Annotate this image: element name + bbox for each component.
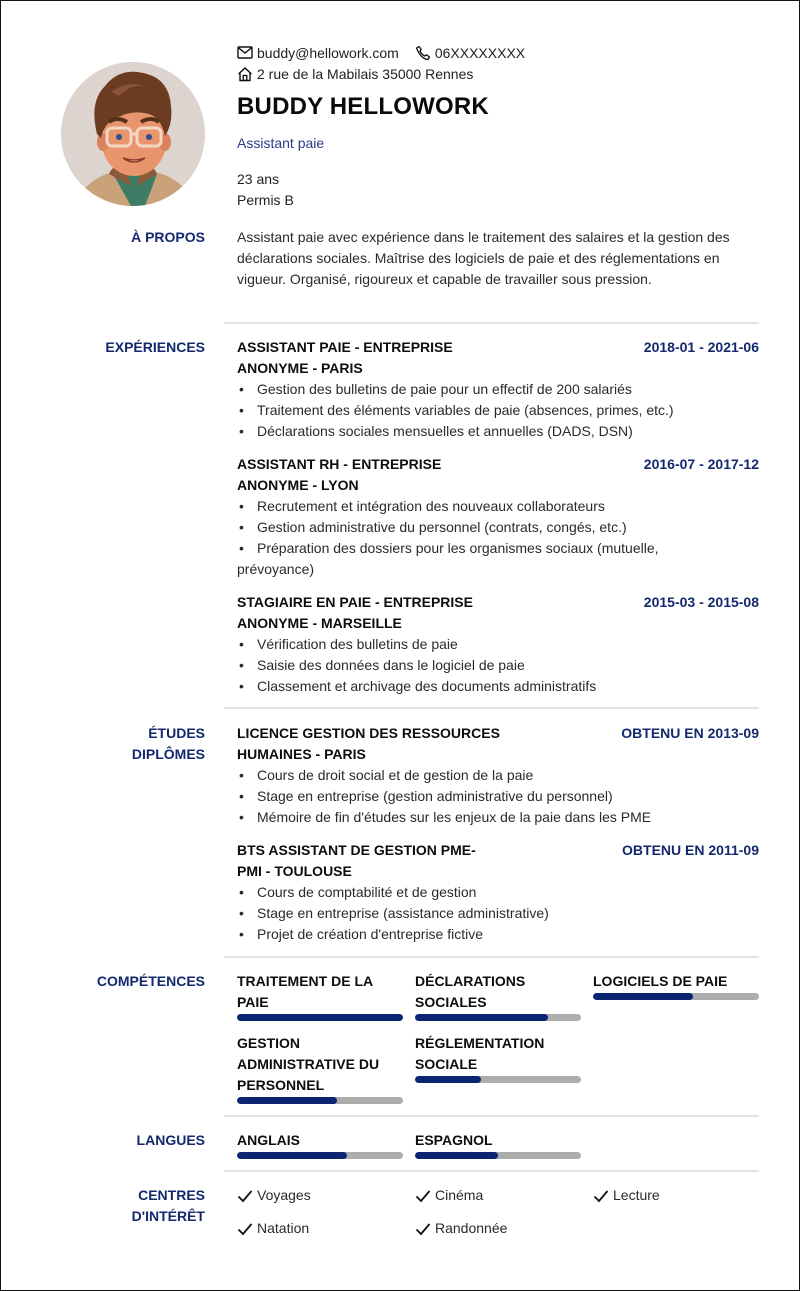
resume-header bbox=[237, 42, 757, 211]
bullet-item: • Saisie des données dans le logiciel de paie bbox=[239, 657, 525, 673]
contact-address bbox=[237, 66, 473, 82]
skill-level-bar bbox=[415, 1014, 581, 1021]
home-icon bbox=[237, 66, 253, 82]
skill-level-bar bbox=[237, 1014, 403, 1021]
bullet-item: • Déclarations sociales mensuelles et annuelles (DADS, DSN) bbox=[239, 423, 633, 439]
interest-item: Randonnée bbox=[415, 1218, 593, 1239]
experience-list bbox=[237, 337, 759, 709]
experience-date: 2016-07 - 2017-12 bbox=[643, 456, 759, 472]
skill-name: TRAITEMENT DE LA PAIE bbox=[237, 973, 373, 1010]
section-label-languages: LANGUES bbox=[136, 1132, 205, 1148]
envelope-icon bbox=[237, 46, 253, 59]
experience-entry bbox=[237, 337, 759, 442]
job-title: Assistant paie bbox=[237, 135, 325, 151]
experience-title: STAGIAIRE EN PAIE - ENTREPRISE ANONYME - MARSEILLE bbox=[237, 594, 473, 631]
phone-icon bbox=[415, 45, 431, 61]
skill-level-bar bbox=[237, 1097, 403, 1104]
driving-license: Permis B bbox=[237, 192, 294, 208]
section-label-education: ÉTUDES DIPLÔMES bbox=[131, 725, 205, 762]
education-entry bbox=[237, 723, 759, 828]
education-title: LICENCE GESTION DES RESSOURCES HUMAINES - PARIS bbox=[237, 725, 500, 762]
experience-entry bbox=[237, 454, 759, 580]
skill-name: RÉGLEMENTATION SOCIALE bbox=[415, 1035, 545, 1072]
contact-phone[interactable] bbox=[415, 45, 525, 61]
interest-item: Lecture bbox=[593, 1185, 759, 1206]
experience-title: ASSISTANT PAIE - ENTREPRISE ANONYME - PARIS bbox=[237, 339, 453, 376]
bullet-item: • Recrutement et intégration des nouveaux collaborateurs bbox=[239, 498, 605, 514]
section-label-skills: COMPÉTENCES bbox=[96, 973, 205, 989]
language-item bbox=[237, 1130, 403, 1159]
education-entry bbox=[237, 840, 759, 945]
divider bbox=[224, 322, 759, 324]
skill-item bbox=[237, 971, 403, 1021]
experience-bullets bbox=[237, 379, 759, 442]
language-level-bar bbox=[237, 1152, 403, 1159]
address-text: 2 rue de la Mabilais 35000 Rennes bbox=[257, 65, 474, 82]
skill-level-bar bbox=[415, 1076, 581, 1083]
interests-grid bbox=[237, 1185, 759, 1239]
skill-name: DÉCLARATIONS SOCIALES bbox=[415, 973, 526, 1010]
bullet-item: • Gestion administrative du personnel (contrats, congés, etc.) bbox=[239, 519, 627, 535]
avatar-illustration-icon bbox=[61, 62, 205, 206]
experience-title: ASSISTANT RH - ENTREPRISE ANONYME - LYON bbox=[237, 456, 442, 493]
checkmark-icon bbox=[415, 1222, 431, 1236]
candidate-name: BUDDY HELLOWORK bbox=[237, 93, 489, 120]
education-date: OBTENU EN 2013-09 bbox=[621, 725, 759, 741]
phone-text: 06XXXXXXXX bbox=[434, 44, 526, 61]
bullet-item: • Préparation des dossiers pour les organismes sociaux (mutuelle, prévoyance) bbox=[237, 540, 659, 577]
avatar bbox=[61, 62, 205, 206]
bullet-item: • Classement et archivage des documents administratifs bbox=[239, 678, 597, 694]
experience-bullets bbox=[237, 496, 759, 580]
skill-level-bar bbox=[593, 993, 759, 1000]
section-label-about: À PROPOS bbox=[131, 229, 205, 245]
checkmark-icon bbox=[237, 1189, 253, 1203]
experience-date: 2015-03 - 2015-08 bbox=[643, 594, 759, 610]
education-date: OBTENU EN 2011-09 bbox=[622, 842, 759, 858]
skill-item bbox=[237, 1033, 403, 1104]
education-title: BTS ASSISTANT DE GESTION PME-PMI - TOULOUSE bbox=[237, 842, 476, 879]
interest-item: Voyages bbox=[237, 1185, 415, 1206]
bullet-item: • Cours de comptabilité et de gestion bbox=[239, 884, 477, 900]
language-name: ANGLAIS bbox=[237, 1132, 300, 1148]
education-bullets bbox=[237, 765, 759, 828]
skill-item bbox=[593, 971, 759, 1021]
interest-item: Natation bbox=[237, 1218, 415, 1239]
bullet-item: • Projet de création d'entreprise fictive bbox=[239, 926, 484, 942]
skill-item bbox=[415, 1033, 581, 1104]
contact-row-address bbox=[237, 63, 757, 84]
about-text: Assistant paie avec expérience dans le traitement des salaires et la gestion des déclarations sociales. Maîtrise des logiciels de paie et des réglementations en vigueur. Organisé, rigoureux et capable de travailler sous pression. bbox=[237, 229, 730, 287]
experience-bullets bbox=[237, 634, 759, 697]
experience-entry bbox=[237, 592, 759, 697]
languages-grid bbox=[237, 1130, 759, 1159]
age: 23 ans bbox=[237, 171, 280, 187]
divider bbox=[224, 1115, 759, 1117]
education-list bbox=[237, 723, 759, 957]
bullet-item: • Stage en entreprise (gestion administrative du personnel) bbox=[239, 788, 613, 804]
bullet-item: • Mémoire de fin d'études sur les enjeux de la paie dans les PME bbox=[239, 809, 652, 825]
skill-name: LOGICIELS DE PAIE bbox=[593, 973, 728, 989]
bullet-item: • Cours de droit social et de gestion de la paie bbox=[239, 767, 534, 783]
checkmark-icon bbox=[237, 1222, 253, 1236]
skill-name: GESTION ADMINISTRATIVE DU PERSONNEL bbox=[237, 1035, 380, 1093]
experience-date: 2018-01 - 2021-06 bbox=[643, 339, 759, 355]
divider bbox=[224, 707, 759, 709]
interest-item: Cinéma bbox=[415, 1185, 593, 1206]
personal-info bbox=[237, 169, 757, 211]
skill-item bbox=[415, 971, 581, 1021]
skills-grid bbox=[237, 971, 759, 1104]
bullet-item: • Gestion des bulletins de paie pour un effectif de 200 salariés bbox=[239, 381, 632, 397]
contact-row-primary bbox=[237, 42, 757, 63]
contact-email[interactable] bbox=[237, 45, 399, 61]
language-name: ESPAGNOL bbox=[415, 1132, 493, 1148]
checkmark-icon bbox=[415, 1189, 431, 1203]
checkmark-icon bbox=[593, 1189, 609, 1203]
section-label-experiences: EXPÉRIENCES bbox=[105, 339, 205, 355]
bullet-item: • Stage en entreprise (assistance administrative) bbox=[239, 905, 549, 921]
education-bullets bbox=[237, 882, 759, 945]
section-label-interests: CENTRES D'INTÉRÊT bbox=[131, 1187, 205, 1224]
bullet-item: • Traitement des éléments variables de paie (absences, primes, etc.) bbox=[239, 402, 674, 418]
language-level-bar bbox=[415, 1152, 581, 1159]
divider bbox=[224, 956, 759, 958]
about-body bbox=[237, 227, 762, 290]
language-item bbox=[415, 1130, 581, 1159]
email-text: buddy@hellowork.com bbox=[257, 44, 399, 61]
bullet-item: • Vérification des bulletins de paie bbox=[239, 636, 458, 652]
divider bbox=[224, 1170, 759, 1172]
